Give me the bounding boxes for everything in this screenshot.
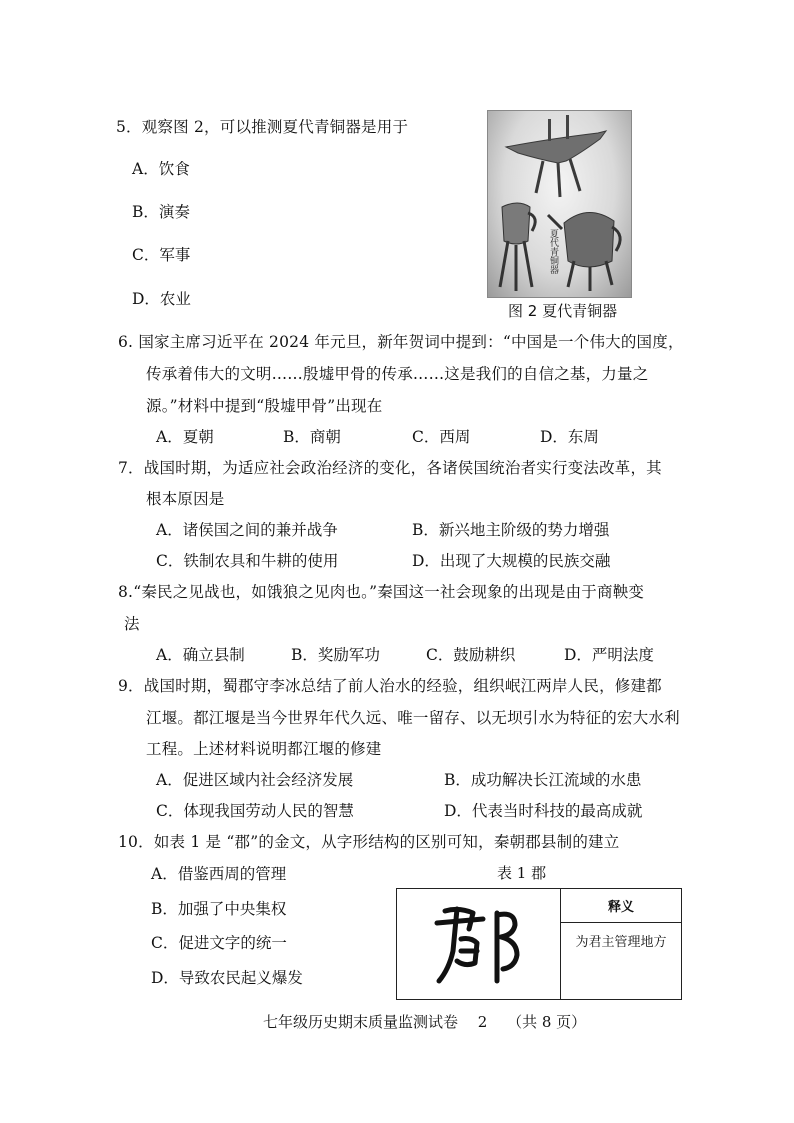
q5-stem: 5．观察图 2，可以推测夏代青铜器是用于 (116, 118, 409, 136)
q6-option-c: C．西周 (412, 428, 471, 446)
q8-option-c: C．鼓励耕织 (426, 646, 516, 664)
q9-option-a: A．促进区域内社会经济发展 (156, 771, 354, 789)
q6-line-1: 6. 国家主席习近平在 2024 年元旦，新年贺词中提到：“中国是一个伟大的国度， (118, 333, 684, 351)
q6-option-d: D．东周 (540, 428, 599, 446)
q9-option-d: D．代表当时科技的最高成就 (444, 802, 643, 820)
q10-option-a: A．借鉴西周的管理 (151, 865, 287, 883)
q8-option-a: A．确立县制 (156, 646, 245, 664)
q8-line-1: 8.“秦民之见战也，如饿狼之见肉也。”秦国这一社会现象的出现是由于商鞅变 (118, 583, 645, 601)
q10-option-c: C．促进文字的统一 (151, 934, 287, 952)
q6-option-b: B．商朝 (283, 428, 341, 446)
q7-option-d: D．出现了大规模的民族交融 (412, 552, 611, 570)
q9-line-2: 江堰。都江堰是当今世界年代久远、唯一留存、以无坝引水为特征的宏大水利 (146, 709, 680, 727)
figure-2-inscription: 夏代青铜器 (548, 229, 558, 274)
q8-line-2: 法 (124, 615, 140, 633)
q7-line-1: 7．战国时期，为适应社会政治经济的变化，各诸侯国统治者实行变法改革，其 (118, 459, 662, 477)
q6-option-a: A．夏朝 (156, 428, 214, 446)
table-1-caption: 表 1 郡 (497, 864, 547, 882)
q7-line-2: 根本原因是 (146, 490, 225, 508)
table-1-header-meaning: 释义 (561, 889, 681, 923)
q7-option-b: B．新兴地主阶级的势力增强 (412, 521, 610, 539)
q9-line-1: 9．战国时期，蜀郡守李冰总结了前人治水的经验，组织岷江两岸人民，修建都 (118, 677, 662, 695)
q5-option-a: A．饮食 (132, 160, 190, 178)
q10-option-b: B．加强了中央集权 (151, 900, 287, 918)
q7-option-c: C．铁制农具和牛耕的使用 (156, 552, 339, 570)
q10-option-d: D．导致农民起义爆发 (151, 969, 303, 987)
q10-stem: 10．如表 1 是 “郡”的金文，从字形结构的区别可知，秦朝郡县制的建立 (118, 833, 620, 851)
q7-option-a: A．诸侯国之间的兼并战争 (156, 521, 338, 539)
figure-2-bronze-vessels-photo (487, 110, 632, 298)
q8-option-d: D．严明法度 (564, 646, 654, 664)
figure-2-caption: 图 2 夏代青铜器 (508, 302, 618, 320)
table-1 (396, 888, 682, 1000)
q9-option-b: B．成功解决长江流域的水患 (444, 771, 642, 789)
table-1-glyph-cell (397, 889, 561, 999)
q9-line-3: 工程。上述材料说明都江堰的修建 (146, 740, 382, 758)
q5-option-c: C．军事 (132, 246, 191, 264)
q5-option-b: B．演奏 (132, 203, 190, 221)
q9-option-c: C．体现我国劳动人民的智慧 (156, 802, 354, 820)
q5-option-d: D．农业 (132, 290, 191, 308)
page-footer: 七年级历史期末质量监测试卷 2 （共 8 页） (263, 1013, 587, 1031)
q6-line-3: 源。”材料中提到“殷墟甲骨”出现在 (146, 397, 383, 415)
q8-option-b: B．奖励军功 (291, 646, 380, 664)
q6-line-2: 传承着伟大的文明……殷墟甲骨的传承……这是我们的自信之基，力量之 (146, 365, 649, 383)
bronze-vessels-illustration (488, 111, 631, 297)
table-1-meaning-value: 为君主管理地方 (575, 934, 667, 950)
jin-wen-jun-glyph (397, 889, 559, 998)
